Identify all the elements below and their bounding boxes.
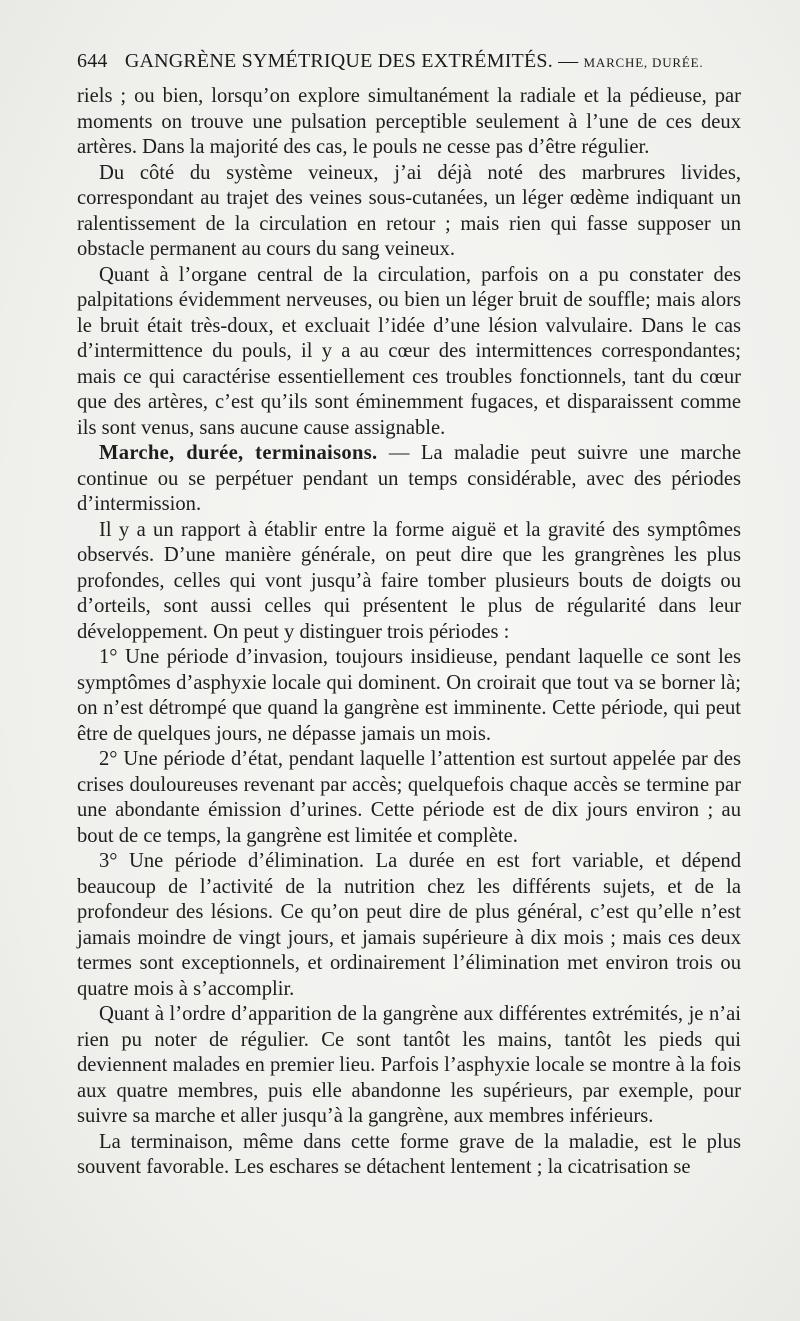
paragraph: 3° Une période d’élimination. La durée en est fort variable, et dépend beaucoup de l’activité de la nutrition chez les différents sujets, et de la profondeur des lésions. Ce qu’on peut dire de plus général, c’est qu’elle n’est jamais moindre de vingt jours, et jamais supérieure à dix mois ; mais ces deux termes sont exceptionnels, et ordinairement l’élimination met environ trois ou quatre mois à s’accomplir. <box>77 850 741 1000</box>
running-head <box>77 50 737 73</box>
paragraph: Quant à l’ordre d’apparition de la gangrène aux différentes extrémités, je n’ai rien pu noter de régulier. Ce sont tantôt les mains, tantôt les pieds qui deviennent malades en premier lieu. Parfois l’asphyxie locale se montre à la fois aux quatre membres, puis elle abandonne les supérieurs, par exemple, pour suivre sa marche et aller jusqu’à la gangrène, aux membres inférieurs. <box>77 1003 741 1127</box>
paragraph: riels ; ou bien, lorsqu’on explore simultanément la radiale et la pédieuse, par moments on trouve une pulsation perceptible seulement à l’une de ces deux artères. Dans la majorité des cas, le pouls ne cesse pas d’être régulier. <box>77 85 741 158</box>
page-number: 644 <box>77 50 108 72</box>
running-dash: — <box>558 50 579 72</box>
paragraph: 2° Une période d’état, pendant laquelle l’attention est surtout appelée par des crises douloureuses revenant par accès; quelquefois chaque accès se termine par une abondante émission d’urines. Cette période est de dix jours environ ; au bout de ce temps, la gangrène est limitée et complète. <box>77 748 741 847</box>
paragraph: La terminaison, même dans cette forme grave de la maladie, est le plus souvent favorable. Les eschares se détachent lentement ; la cicatrisation se <box>77 1130 741 1178</box>
running-title: GANGRÈNE SYMÉTRIQUE DES EXTRÉMITÉS. <box>124 50 553 72</box>
paragraph: Du côté du système veineux, j’ai déjà noté des marbrures livides, correspondant au trajet des veines sous-cutanées, un léger œdème indiquant un ralentissement de la circulation en retour ; mais rien qui fasse supposer un obstacle permanent au cours du sang veineux. <box>77 161 741 260</box>
running-subtitle: MARCHE, DURÉE. <box>583 55 704 70</box>
paragraph <box>77 441 741 518</box>
body-text <box>77 84 741 1181</box>
section-text: — La maladie peut suivre une marche continue ou se perpétuer pendant un temps considérable, avec des périodes d’intermission. <box>77 442 741 515</box>
section-title: Marche, durée, terminaisons. <box>99 442 378 464</box>
paragraph: 1° Une période d’invasion, toujours insidieuse, pendant laquelle ce sont les symptômes d’asphyxie locale qui dominent. On croirait que tout va se borner là; on n’est détrompé que quand la gangrène est imminente. Cette période, qui peut être de quelques jours, ne dépasse jamais un mois. <box>77 646 741 745</box>
paragraph: Quant à l’organe central de la circulation, parfois on a pu constater des palpitations évidemment nerveuses, ou bien un léger bruit de souffle; mais alors le bruit était très-doux, et excluait l’idée d’une lésion valvulaire. Dans le cas d’intermittence du pouls, il y a au cœur des intermittences correspondantes; mais ce qui caractérise essentiellement ces troubles fonctionnels, tant du cœur que des artères, c’est qu’ils sont éminemment fugaces, et disparaissent comme ils sont venus, sans aucune cause assignable. <box>77 263 741 439</box>
paragraph: Il y a un rapport à établir entre la forme aiguë et la gravité des symptômes observés. D’une manière générale, on peut dire que les grangrènes les plus profondes, celles qui vont jusqu’à faire tomber plusieurs bouts de doigts ou d’orteils, sont aussi celles qui présentent le plus de régularité dans leur développement. On peut y distinguer trois périodes : <box>77 518 741 643</box>
